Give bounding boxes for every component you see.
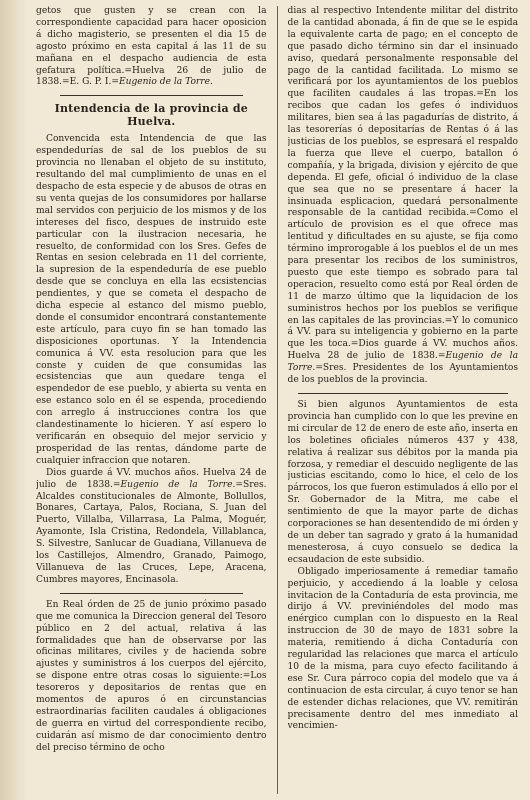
text-columns [36,6,518,796]
contaduria-notice: Obligado imperiosamente á remediar tamaño perjuicio, y accediendo á la loable y celosa invitacion de la Contaduría de esta provincia, me dirijo á VV. previniéndoles del modo mas enérgico cumplan con lo dispuesto en la Real instruccion de 30 de mayo de 1831 sobre la materia, remitiendo á dicha Contaduría con regularidad las relaciones que marca el artículo 10 de la misma, para cuyo efecto facilitando á ese Sr. Cura párroco copia del modelo que va á continuacion de esta circular, á cuyo tenor se han de estender dichas relaciones, que VV. remitirán precisamente dentro del mes inmediato al vencimien- [287,566,519,732]
salt-notice-date: Dios guarde á VV. muchos años. Huelva 24 de julio de 1838.= [36,467,267,490]
section-divider-3 [298,393,509,394]
salt-sales-notice: Convencida esta Intendencia de que las espendedurías de sal de los pueblos de su provincia no llenaban el objeto de su instituto, resultando del mal cumplimiento de unas en el despacho de esta especie y de abusos de otras en su venta quejas de los consumidores por hallarse mal servidos con perjuicio de los mismos y de los intereses del fisco, despues de instruido este particular con la ilustracion necesaria, he resuelto, de conformidad con los Sres. Gefes de Rentas en sesion celebrada en 11 del corriente, la supresion de la espendeduría de ese pueblo desde que se concluya en ella las ecsistencias pendientes, y que se cometa el despacho de dicha especie al estanco del mismo pueblo, donde el consumidor encontrará constantemente este artículo, para cuyo fin se han tomado las disposiciones oportunas. Y la Intendencia comunica á VV. esta resolucion para que les conste y cuiden de que consumidas las ecsistencias que aun quedare tenga el espendedor de ese pueblo, y abierta su venta en ese estanco solo en él se espenda, procediendo con arreglo á instrucciones contra los que clandestinamente lo hicieren. Y así espero lo verificarán en obsequio del mejor servicio y prosperidad de las rentas, dándome parte de cualquier infraccion que notaren. [36,134,267,466]
gefatura-notice-text: getos que gusten y se crean con la correspondiente capacidad para hacer oposicion á dicho magisterio, se presenten el dia 15 de agosto próximo en esta capital á las 11 de su mañana en el despacho audiencia de esta gefatura política.=Huelva 26 de julio de 1838.=E. G. P. I.= [36,6,267,88]
real-orden-recipients: =Sres. Presidentes de los Ayuntamientos de los pueblos de la provincia. [287,363,519,386]
real-orden-signature: Eugenio de la Torre. [287,351,518,374]
section-divider-2 [60,593,243,594]
left-column [36,6,267,796]
salt-notice-closing [36,468,267,587]
manda-pia-notice: Si bien algunos Ayuntamientos de esta provincia han cumplido con lo que les previne en mi circular de 12 de enero de este año, inserta en los boletines oficiales números 437 y 438, relativa á realizar sus débitos por la manda pia forzosa, y remediar el descuido negligente de las justicias escitando, como lo hice, el celo de los párrocos, los que fueron estimulados á ello por el Sr. Gobernador de la Mitra, me cabe el sentimiento de que la mayor parte de dichas corporaciones se han desentendido de mi órden y de un deber tan sagrado y grato á la humanidad menesterosa, á cuyo consuelo se dedica la ecsaudacion de este subsidio. [287,400,519,565]
section-divider [60,95,243,96]
real-orden-continuation [288,6,519,387]
salt-notice-recipients: =Sres. Alcaldes constitucionales de Almonte, Bollullos, Bonares, Cartaya, Palos, Rociana, S. Juan del Puerto, Villalba, Villarrasa, La Palma, Moguér, Ayamonte, Isla Cristina, Redondela, Villablanca, S. Silvestre, Sanlucar de Guadiana, Villanueva de los Castillejos, Almendro, Granado, Paimogo, Villanueva de las Cruces, Lepe, Aracena, Cumbres mayores, Encinasola. [36,479,267,585]
gefatura-notice-end [36,6,267,89]
gefatura-signature: Eugenio de la Torre. [118,77,213,88]
real-orden-notice: En Real órden de 25 de junio próximo pasado que me comunica la Direccion general del Tesoro público en 2 del actual, relativa á las formalidades que han de observarse por las oficinas militares, civiles y de hacienda sobre ajustes y suministros á los cuerpos del ejército, se dispone entre otras cosas lo siguiente:=Los tesoreros y depositarios de rentas que en momentos de apuros ó en circunstancias estraordinarias faciliten caudales á obligaciones de guerra en virtud del correspondiente recibo, cuidarán así mismo de dar conocimiento dentro del preciso término de ocho [36,599,267,753]
intendencia-heading: Intendencia de la provincia de Huelva. [54,102,248,129]
right-column [288,6,519,796]
column-rule [277,6,278,794]
salt-notice-signature: Eugenio de la Torre. [120,479,236,490]
page-binding-shadow [0,0,28,800]
real-orden-continuation-text: dias al respectivo Intendente militar del distrito de la cantidad abonada, á fin de que se le espida la equivalente carta de pago; en el concepto de que pasado dicho término sin dar el insinuado aviso, quedará personalmente responsable del pago de la cantidad facilitada. Lo mismo se verificará por los ayuntamientos de los pueblos que faciliten caudales á las tropas.=En los recibos que cadan los gefes ó individuos militares, bien sea á las pagadurías de distrito, á las tesorerías ó depositarías de Rentas ó á las justicias de los pueblos, se espresará el respaldo la fuerza que lleve el cuerpo, batallon ó compañía, y la brigada, division y ejército de que dependa. El gefe, oficial ó individuo de la clase que sea que no se presentare á hacer la insinuada esplicacion, quedará personalmente responsable de la cantidad recibida.=Como el artículo de provision es el que ofrece mas lentitud y dificultades en su ajuste, se fija como término improrogable á los pueblos el de un mes para presentar los recibos de los suministros, puesto que este tiempo es sobrado para tal operacion, resuelto como está por Real órden de 11 de marzo último que la liquidacion de los suministros hechos por los pueblos se verifique en las capitales de las provincias.=Y lo comunico á VV. para su inteligencia y gobierno en la parte que les toca.=Dios guarde á VV. muchos años. Huelva 28 de julio de 1838.= [287,6,519,362]
